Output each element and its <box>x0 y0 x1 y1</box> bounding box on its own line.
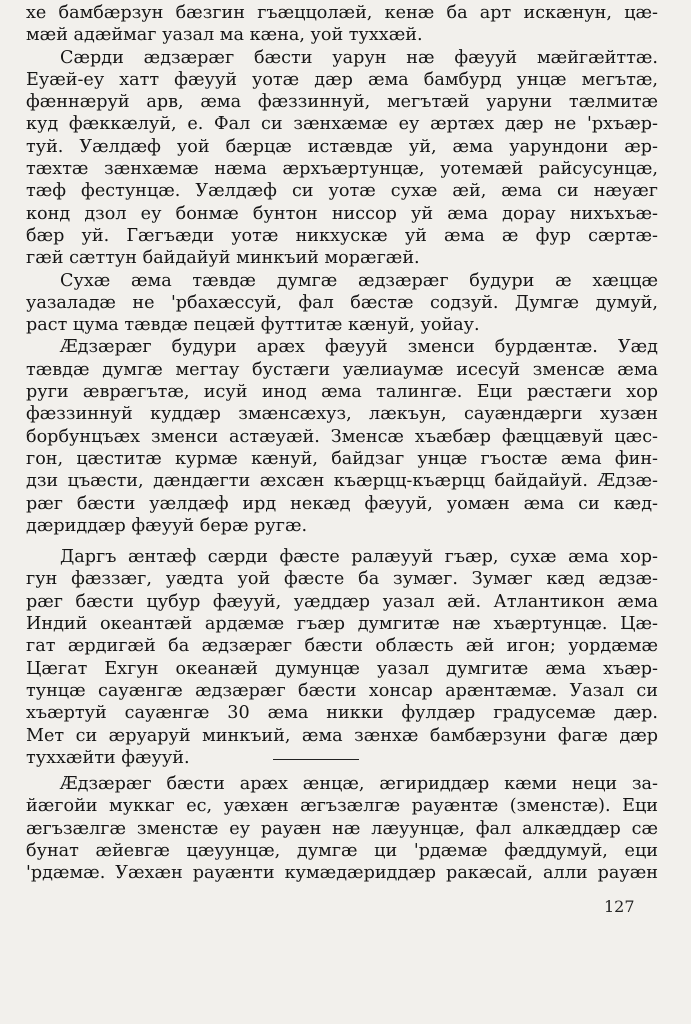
text-line: тæвдæ думгæ мегтау бустæги уæлиаумæ исесуй зменсæ æма <box>26 359 658 380</box>
text-line: туй. Уæлдæф уой бæрцæ истæвдæ уй, æма уарундони æр- <box>26 136 658 157</box>
text-block-lower <box>26 773 658 884</box>
text-line: Еуæй-еу хатт фæууй уотæ дæр æма бамбурд унцæ мегътæ, <box>26 69 658 90</box>
text-line: тунцæ сауæнгæ æдзæрæг бæсти хонсар арæнтæмæ. Уазал си <box>26 680 658 701</box>
text-line: Æдзæрæг будури арæх фæууй зменси бурдæнтæ. Уæд <box>60 337 658 358</box>
text-line: рæг бæсти уæлдæф ирд некæд фæууй, уомæн æма си кæд- <box>26 493 658 514</box>
text-line: тухxæйти фæууй. <box>26 747 190 768</box>
text-line: хе бамбæрзун бæзгин гъæццолæй, кенæ ба арт искæнун, цæ- <box>26 3 658 23</box>
text-line: дзи цъæсти, дæндæгти æхсæн къæрцц-къæрцц байдайуй. Æдзæ- <box>26 471 658 492</box>
paragraph <box>26 2 658 47</box>
text-line: Мет си æруаруй минкъий, æма зæнхæ бамбæрзуни фагæ дæр <box>26 725 658 746</box>
text-line: гат æрдигæй ба æдзæрæг бæсти облæсть æй игон; уордæмæ <box>26 636 658 657</box>
text-line: раст цума тæвдæ пецæй футтитæ кæнуй, уойау. <box>26 315 480 336</box>
text-line: тæхтæ зæнхæмæ нæма æрхъæртунцæ, уотемæй райсусунцæ, <box>26 159 658 180</box>
text-line: Сæрди æдзæрæг бæсти уарун нæ фæууй мæйгæйттæ. <box>60 47 658 68</box>
text-line: тæф фестунцæ. Уæлдæф си уотæ сухæ æй, æма си нæуæг <box>26 181 658 202</box>
text-line: гун фæззæг, уæдта уой фæсте ба зумæг. Зумæг кæд æдзæ- <box>26 569 658 590</box>
text-line: Сухæ æма тæвдæ думгæ æдзæрæг будури æ хæццæ <box>60 270 658 291</box>
text-line: куд фæккæлуй, е. Фал си зæнхæмæ еу æртæх дæр не 'рхъæр- <box>26 114 658 135</box>
text-line: Æдзæрæг бæсти арæх æнцæ, æгириддæр кæми неци за- <box>60 774 658 794</box>
paragraph <box>26 270 658 337</box>
text-line: гон, цæститæ курмæ кæнуй, байдзаг унцæ гъостæ æма фин- <box>26 448 658 469</box>
text-line: бæр уй. Гæгъæди уотæ никхускæ уй æма æ фур сæртæ- <box>26 225 658 246</box>
paragraph <box>26 773 658 884</box>
text-line: мæй адæймаг уазал ма кæна, уой туххæй. <box>26 25 423 46</box>
text-line: хъæртуй сауæнгæ 30 æма никки фулдæр градусемæ дæр. <box>26 703 658 724</box>
text-line: рæг бæсти цубур фæууй, уæддæр уазал æй. Атлантикон æма <box>26 591 658 612</box>
text-line: дæриддæр фæууй берæ ругæ. <box>26 515 308 536</box>
text-line: гæй сæттун байдайуй минкъий морæгæй. <box>26 248 420 269</box>
text-line: 'рдæмæ. Уæхæн рауæнти кумæдæриддæр ракæсай, алли рауæн <box>26 863 658 884</box>
text-line: фæззиннуй куддæр змæнсæхуз, лæкъун, сауæндæрги хузæн <box>26 404 658 425</box>
paragraph-gap <box>26 537 658 546</box>
text-line: йæгойи муккаг ес, уæхæн æгъзæлгæ рауæнтæ (зменстæ). Еци <box>26 796 658 817</box>
section-divider <box>273 759 359 760</box>
text-line: Цæгат Ехгун океанæй думунцæ уазал думгитæ æма хъæр- <box>26 658 658 679</box>
text-line: бунат æйевгæ цæуунцæ, думгæ ци 'рдæмæ фæддумуй, еци <box>26 840 658 861</box>
text-line: конд дзол еу бонмæ бунтон ниссор уй æма дорау нихъхъæ- <box>26 203 658 224</box>
text-line: Даргъ æнтæф сæрди фæсте ралæууй гъæр, сухæ æма хор- <box>60 547 658 568</box>
text-line: фæннæруй арв, æма фæззиннуй, мегътæй уаруни тæлмитæ <box>26 92 658 113</box>
text-block-upper <box>26 2 658 769</box>
text-line: уазаладæ не 'рбахæссуй, фал бæстæ содзуй. Думгæ думуй, <box>26 292 658 313</box>
text-line: руги æврæгътæ, исуй инод æма талингæ. Еци рæстæги хор <box>26 382 658 403</box>
page-number: 127 <box>604 897 635 916</box>
text-line: борбунцъæх зменси астæуæй. Зменсæ хъæбæр фæццæвуй цæс- <box>26 426 658 447</box>
text-line: Индий океантæй ардæмæ гъæр думгитæ нæ хъæртунцæ. Цæ- <box>26 614 658 635</box>
text-line: æгъзæлгæ зменстæ еу рауæн нæ лæуунцæ, фал алкæддæр сæ <box>26 818 658 839</box>
paragraph <box>26 47 658 270</box>
paragraph <box>26 336 658 537</box>
paragraph <box>26 546 658 769</box>
